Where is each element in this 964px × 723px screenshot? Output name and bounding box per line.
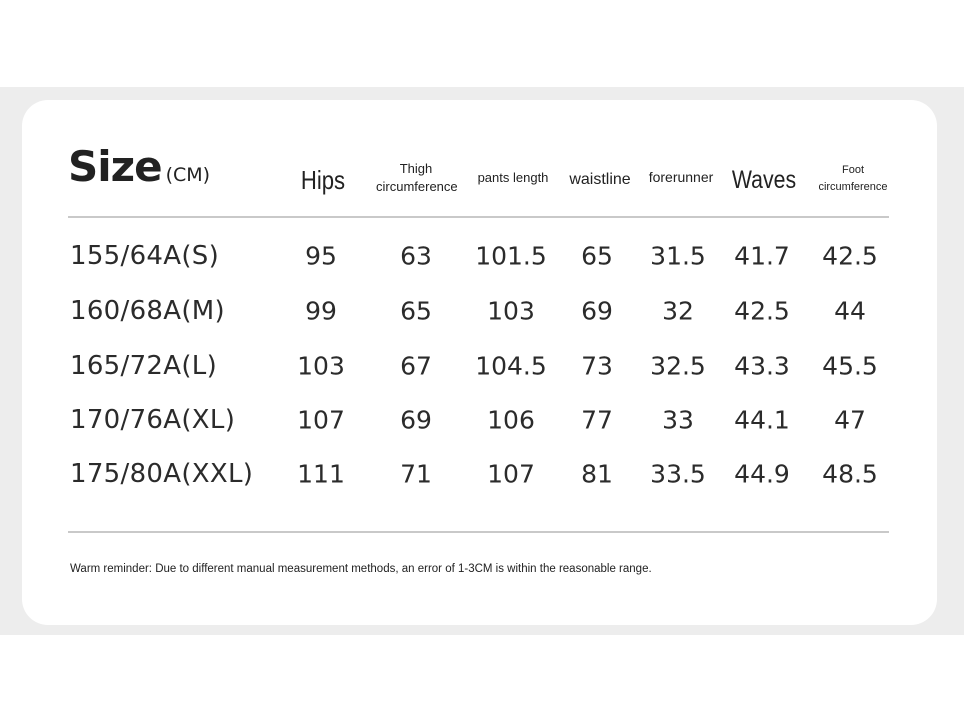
table-cell: 63 [400, 241, 432, 271]
table-cell: 43.3 [734, 351, 790, 381]
table-cell: 33.5 [650, 459, 706, 489]
warm-reminder-note: Warm reminder: Due to different manual measurement methods, an error of 1-3CM is within the reasonable range. [70, 563, 652, 575]
header-foot-circumference: Foot circumference [818, 164, 888, 193]
table-cell: 67 [400, 351, 432, 381]
size-chart-title [68, 142, 210, 191]
table-cell: 111 [297, 459, 345, 489]
table-cell: 95 [305, 241, 337, 271]
table-cell: 48.5 [822, 459, 878, 489]
table-cell: 65 [400, 296, 432, 326]
table-cell: 42.5 [734, 296, 790, 326]
table-cell: 99 [305, 296, 337, 326]
table-cell: 33 [662, 405, 694, 435]
table-cell: 77 [581, 405, 613, 435]
table-cell: 107 [487, 459, 535, 489]
table-cell: 32.5 [650, 351, 706, 381]
row-size-label: 170/76A(XL) [70, 405, 236, 435]
table-cell: 81 [581, 459, 613, 489]
header-waves: Waves [731, 166, 797, 194]
row-size-label: 155/64A(S) [70, 241, 220, 271]
header-divider [68, 216, 889, 218]
header-hips: Hips [300, 165, 346, 195]
table-cell: 71 [400, 459, 432, 489]
table-cell: 101.5 [475, 241, 547, 271]
header-pants-length: pants length [477, 170, 549, 185]
title-main: Size [68, 142, 162, 191]
table-cell: 41.7 [734, 241, 790, 271]
table-cell: 44.1 [734, 405, 790, 435]
row-size-label: 160/68A(M) [70, 296, 225, 326]
title-unit: (CM) [165, 164, 211, 186]
table-cell: 69 [400, 405, 432, 435]
table-cell: 47 [834, 405, 866, 435]
table-cell: 31.5 [650, 241, 706, 271]
row-size-label: 165/72A(L) [70, 351, 218, 381]
table-cell: 65 [581, 241, 613, 271]
row-size-label: 175/80A(XXL) [70, 459, 254, 489]
table-cell: 104.5 [475, 351, 547, 381]
header-forerunner: forerunner [648, 169, 714, 185]
table-cell: 103 [297, 351, 345, 381]
table-cell: 44.9 [734, 459, 790, 489]
table-cell: 44 [834, 296, 866, 326]
footer-divider [68, 531, 889, 533]
table-cell: 42.5 [822, 241, 878, 271]
table-cell: 73 [581, 351, 613, 381]
table-cell: 32 [662, 296, 694, 326]
table-cell: 45.5 [822, 351, 878, 381]
table-cell: 106 [487, 405, 535, 435]
table-cell: 103 [487, 296, 535, 326]
table-cell: 69 [581, 296, 613, 326]
header-thigh-circumference: Thigh circumference [376, 161, 458, 194]
table-cell: 107 [297, 405, 345, 435]
header-waistline: waistline [569, 171, 631, 188]
